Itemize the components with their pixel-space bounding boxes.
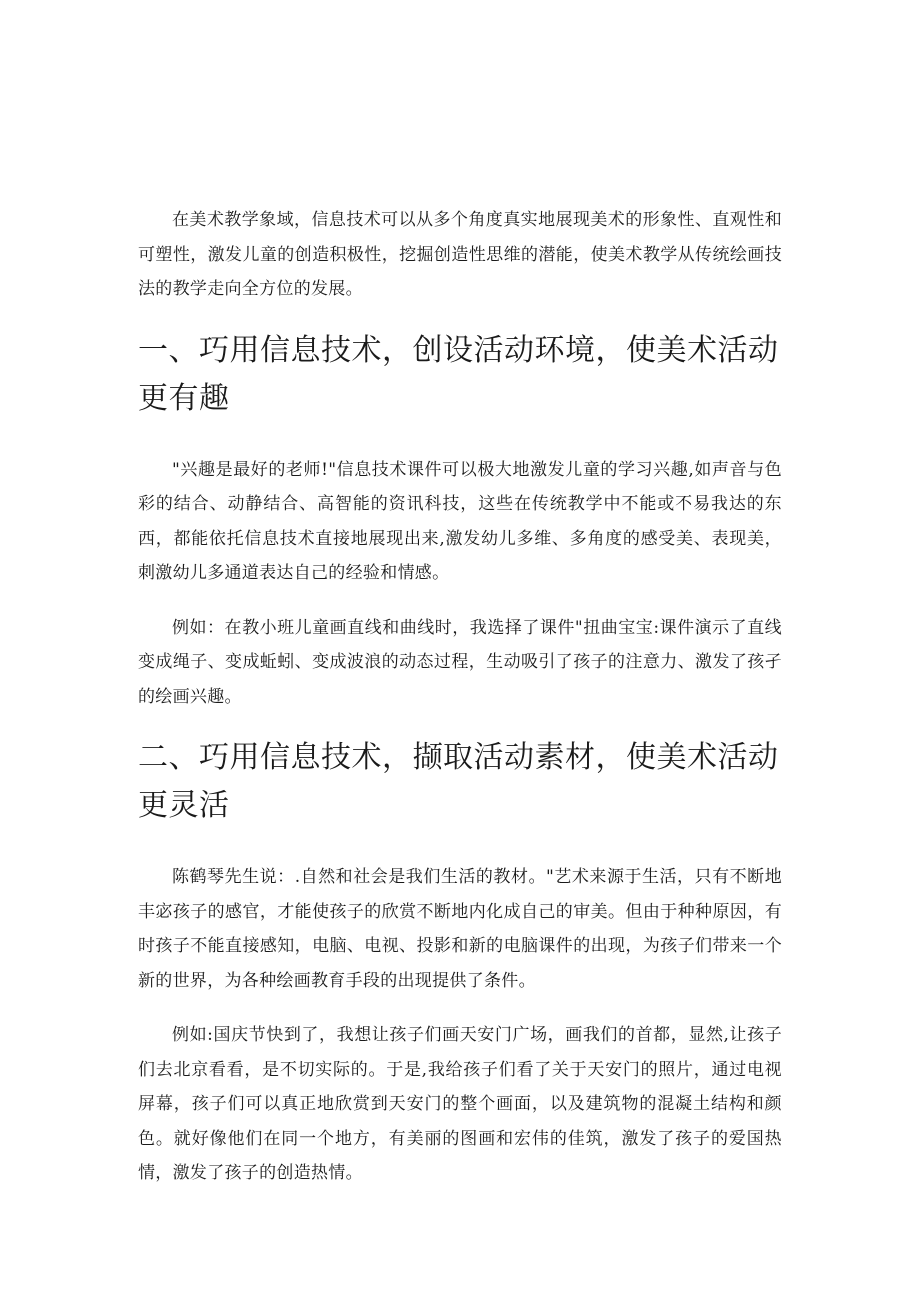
section-1-paragraph-2: 例如：在教小班儿童画直线和曲线时，我选择了课件"扭曲宝宝:课件演示了直线变成绳子、变成蚯蚓、变成波浪的动态过程，生动吸引了孩子的注意力、激发了孩孑的绘画兴趣。: [138, 617, 782, 707]
section-2-paragraph-1: 陈鹤琴先生说：.自然和社会是我们生活的教材。"艺术来源于生活，只有不断地丰宓孩子的感官，才能使孩子的欣赏不断地内化成自己的审美。但由于种种原因，有时孩子不能直接感知，电脑、电视、投影和新的电脑课件的出现，为孩子们带来一个新的世界，为各种绘画教育手段的出现提供了条件。: [138, 867, 782, 991]
section-1-paragraph-1: "兴趣是最好的老师!"信息技术课件可以极大地激发儿童的学习兴趣,如声音与色彩的结合、动静结合、高智能的资讯科技，这些在传统教学中不能或不易我达的东西，都能依托信息技术直接地展现出来,激发幼儿多维、多角度的感受美、表现美，刺激幼儿多通道表达自己的经验和情感。: [138, 459, 782, 583]
intro-paragraph: 在美术教学象域，信息技术可以从多个角度真实地展现美术的形象性、直观性和可塑性，激发儿童的创造积极性，挖掘创造性思维的潜能，使美术教学从传统绘画技法的教学走向全方位的发展。: [138, 210, 782, 299]
section-2-paragraph-2: 例如:国庆节快到了，我想让孩子们画天安门广场，画我们的首都，显然,让孩子们去北京看看，是不切实际的。于是,我给孩子们看了关于天安门的照片，通过电视屏幕，孩子们可以真正地欣赏到天安门的整个画面，以及建筑物的混凝土结构和颜色。就好像他们在同一个地方，有美丽的图画和宏伟的佳筑，激发了孩子的爱国热情，激发了孩子的创造热情。: [138, 1025, 782, 1183]
section-1-heading: 一、巧用信息技术，创设活动环境，使美术活动更有趣: [138, 332, 779, 416]
document-page: [138, 203, 782, 1191]
section-2-heading: 二、巧用信息技术，撷取活动素材，使美术活动更灵活: [138, 740, 779, 823]
